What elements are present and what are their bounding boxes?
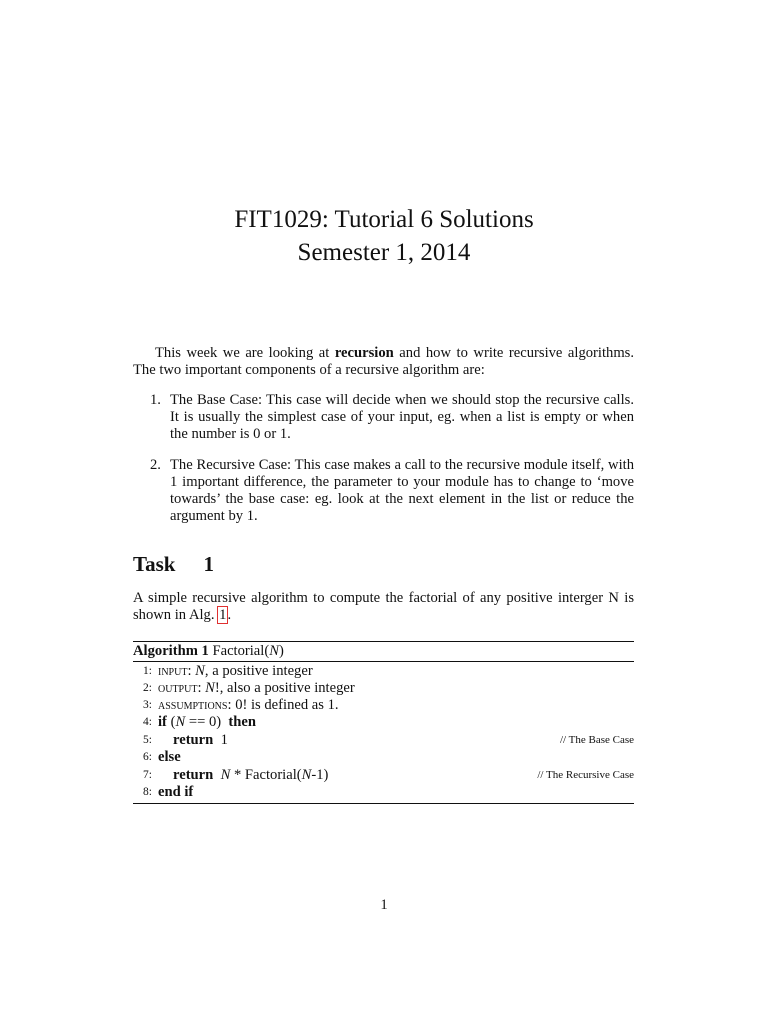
line-text: ( (170, 714, 176, 730)
task-paragraph (133, 590, 634, 624)
keyword-output: output: (158, 680, 202, 696)
keyword-if: if (158, 714, 167, 730)
document-subtitle: Semester 1, 2014 (297, 239, 471, 266)
line-number: 5: (143, 734, 152, 746)
task-heading (133, 552, 214, 576)
intro-text-end: and how to write recursive algorithms. The two important components of a recursive algorithm are: (133, 345, 634, 378)
algorithm-line (133, 697, 634, 714)
keyword-else: else (158, 749, 181, 765)
task-number: 1 (203, 552, 214, 576)
keyword-return: return (173, 732, 214, 748)
line-comment: // The Base Case (559, 734, 634, 746)
intro-text-start: This week we are looking at (155, 345, 335, 361)
algorithm-line (133, 767, 634, 784)
keyword-end-if: end if (158, 784, 194, 800)
line-number: 8: (143, 786, 152, 798)
keyword-then: then (228, 714, 256, 730)
list-item-text: The Base Case: This case will decide when we should stop the recursive calls. It is usually the simplest case of your input, eg. when a list is empty or when the number is 0 or 1. (170, 392, 634, 442)
algorithm-name-close: ) (278, 643, 284, 659)
algorithm-line (133, 784, 634, 801)
variable: N (220, 767, 231, 783)
algorithm-label: Algorithm 1 (133, 643, 209, 659)
line-number: 2: (143, 682, 152, 694)
algorithm-line (133, 663, 634, 680)
variable: N (175, 714, 186, 730)
line-text: -1) (311, 767, 329, 783)
list-item-number: 2. (150, 457, 161, 473)
algorithm-param: N (269, 643, 279, 659)
algorithm-name: Factorial( (212, 643, 270, 659)
line-code (158, 749, 181, 766)
variable: N (301, 767, 312, 783)
line-text: * Factorial( (233, 767, 302, 783)
keyword-input: input: (158, 663, 192, 679)
task-label: Task (133, 552, 176, 576)
list-item-text: The Recursive Case: This case makes a call to the recursive module itself, with 1 important difference, the parameter to your module has to change to ‘move towards’ the base case: eg. look at the next element in the list or reduce the argument by 1. (170, 457, 634, 524)
algorithm-line (133, 749, 634, 766)
line-number: 7: (143, 769, 152, 781)
variable: N (195, 663, 205, 679)
algorithm-caption-rule (133, 661, 634, 662)
algorithm-bottom-rule (133, 803, 634, 804)
list-item-number: 1. (150, 392, 161, 408)
intro-paragraph (133, 345, 634, 379)
line-code (158, 697, 339, 714)
line-text: == 0) (188, 714, 222, 730)
line-code (158, 680, 355, 697)
line-text: !, also a positive integer (214, 680, 355, 696)
line-text: 1 (220, 732, 228, 748)
task-text: A simple recursive algorithm to compute the factorial of any positive interger N is shown in Alg. (133, 590, 634, 623)
line-code (173, 732, 228, 749)
page-number: 1 (380, 897, 388, 913)
algorithm-line (133, 732, 634, 749)
algorithm-line (133, 714, 634, 731)
line-code (158, 714, 256, 731)
line-number: 4: (143, 716, 152, 728)
line-text: 0! is defined as 1. (235, 697, 339, 713)
line-number: 3: (143, 699, 152, 711)
line-code (158, 663, 313, 680)
list-item (150, 392, 634, 443)
line-text: , a positive integer (204, 663, 313, 679)
intro-keyword: recursion (334, 345, 394, 361)
line-number: 6: (143, 751, 152, 763)
line-number: 1: (143, 665, 152, 677)
line-comment: // The Recursive Case (537, 769, 634, 781)
task-text-end: . (227, 607, 232, 623)
line-code (158, 784, 193, 801)
line-code (173, 767, 328, 784)
document-title: FIT1029: Tutorial 6 Solutions (234, 206, 534, 233)
algorithm-caption (133, 642, 284, 660)
algorithm-line (133, 680, 634, 697)
list-item (150, 457, 634, 525)
algorithm-reference-link[interactable]: 1 (219, 607, 227, 623)
variable: N (205, 680, 215, 696)
keyword-return: return (173, 767, 214, 783)
keyword-assumptions: assumptions: (158, 697, 232, 713)
